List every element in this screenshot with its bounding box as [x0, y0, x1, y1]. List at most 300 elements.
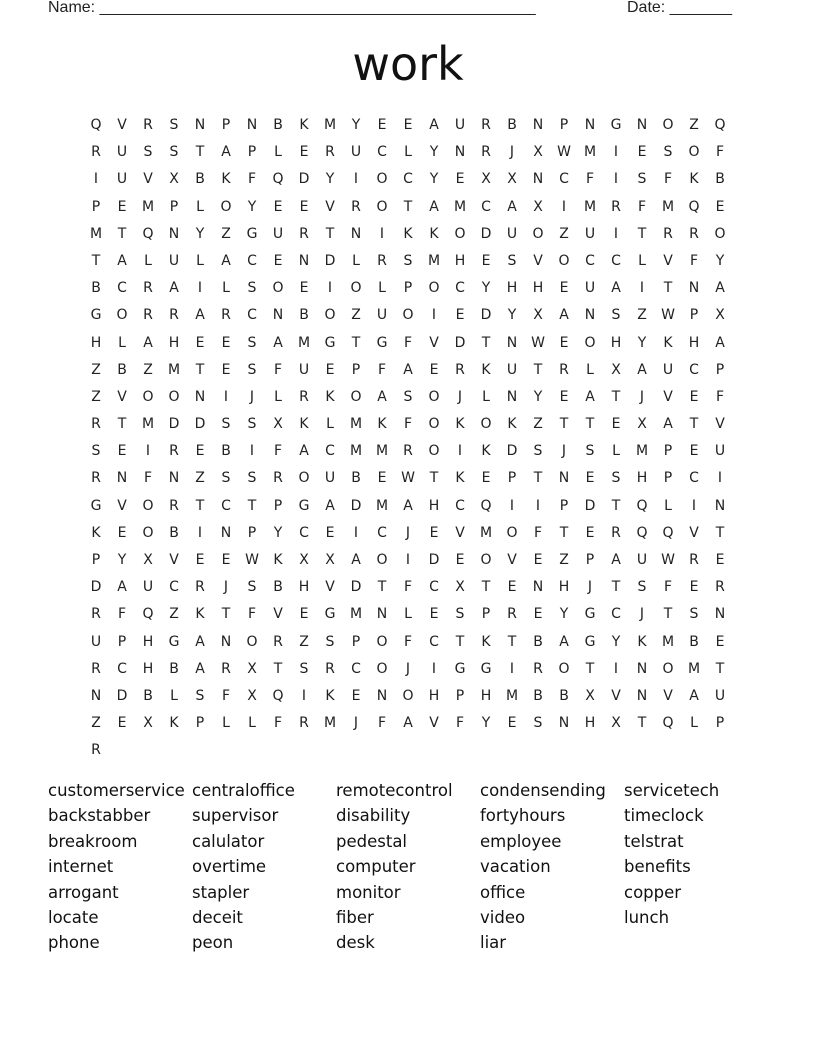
- grid-letter: O: [402, 687, 414, 704]
- grid-letter: A: [611, 552, 621, 568]
- grid-letter: R: [299, 388, 309, 405]
- grid-letter: Y: [533, 388, 543, 405]
- grid-letter: H: [298, 579, 310, 596]
- grid-letter: N: [298, 252, 310, 269]
- grid-letter: N: [584, 117, 596, 133]
- grid-letter: T: [91, 252, 101, 269]
- word-list-item: fortyhours: [480, 806, 566, 826]
- grid-letter: K: [689, 171, 699, 188]
- grid-letter: R: [689, 552, 699, 568]
- grid-letter: R: [169, 443, 179, 460]
- grid-letter: V: [117, 388, 127, 405]
- grid-letter: I: [249, 443, 255, 460]
- grid-letter: R: [273, 470, 283, 487]
- grid-letter: M: [323, 117, 337, 133]
- word-list-item: supervisor: [192, 806, 279, 826]
- grid-letter: I: [613, 660, 619, 677]
- grid-letter: B: [715, 171, 725, 188]
- grid-letter: B: [117, 361, 127, 378]
- grid-letter: O: [480, 416, 492, 433]
- grid-letter: I: [379, 225, 385, 242]
- grid-letter: Z: [91, 388, 101, 405]
- grid-letter: D: [454, 334, 466, 351]
- grid-letter: M: [661, 633, 675, 650]
- grid-letter: I: [535, 497, 541, 514]
- grid-letter: T: [377, 579, 387, 596]
- grid-letter: A: [195, 660, 205, 677]
- grid-letter: T: [507, 633, 517, 650]
- grid-letter: R: [169, 307, 179, 324]
- grid-letter: N: [532, 579, 544, 596]
- grid-letter: S: [403, 388, 413, 405]
- grid-letter: C: [611, 252, 621, 269]
- grid-letter: A: [611, 280, 621, 297]
- grid-letter: S: [325, 633, 335, 650]
- grid-letter: P: [247, 144, 257, 161]
- grid-letter: G: [298, 497, 310, 514]
- grid-letter: T: [715, 660, 725, 677]
- grid-letter: P: [585, 552, 595, 568]
- grid-letter: S: [247, 361, 257, 378]
- grid-letter: R: [325, 144, 335, 161]
- grid-letter: M: [167, 361, 181, 378]
- grid-letter: X: [455, 579, 465, 596]
- grid-letter: F: [117, 606, 127, 623]
- grid-letter: B: [273, 579, 283, 596]
- word-list-item: desk: [336, 933, 375, 953]
- word-list-item: arrogant: [48, 882, 119, 902]
- grid-letter: X: [247, 660, 257, 677]
- grid-letter: H: [584, 715, 596, 732]
- grid-letter: N: [376, 606, 388, 623]
- grid-letter: N: [454, 144, 466, 161]
- grid-letter: D: [506, 443, 518, 460]
- grid-letter: R: [221, 660, 231, 677]
- grid-letter: S: [611, 307, 621, 324]
- grid-letter: L: [274, 144, 282, 161]
- grid-letter: C: [169, 579, 179, 596]
- grid-letter: E: [715, 633, 725, 650]
- grid-letter: O: [428, 388, 440, 405]
- grid-letter: Q: [480, 497, 492, 514]
- grid-letter: W: [661, 552, 675, 568]
- grid-letter: E: [689, 579, 699, 596]
- word-list-item: overtime: [192, 857, 267, 877]
- grid-letter: B: [533, 687, 543, 704]
- grid-letter: T: [637, 715, 647, 732]
- grid-letter: C: [299, 524, 309, 541]
- grid-letter: F: [403, 579, 413, 596]
- grid-letter: O: [376, 552, 388, 568]
- grid-letter: T: [637, 225, 647, 242]
- grid-letter: O: [402, 307, 414, 324]
- word-list-item: backstabber: [48, 806, 151, 826]
- grid-letter: O: [428, 443, 440, 460]
- grid-letter: F: [273, 443, 283, 460]
- grid-letter: S: [611, 470, 621, 487]
- grid-letter: K: [429, 225, 439, 242]
- grid-letter: O: [142, 497, 154, 514]
- grid-letter: C: [455, 280, 465, 297]
- grid-letter: K: [403, 225, 413, 242]
- grid-letter: N: [272, 307, 284, 324]
- grid-letter: I: [145, 443, 151, 460]
- grid-letter: L: [144, 252, 152, 269]
- grid-letter: R: [533, 660, 543, 677]
- word-list-item: pedestal: [336, 831, 408, 851]
- word-list-item: video: [480, 907, 526, 927]
- grid-letter: N: [558, 715, 570, 732]
- grid-letter: I: [353, 524, 359, 541]
- grid-letter: V: [325, 198, 335, 215]
- grid-letter: W: [531, 334, 545, 351]
- letter-grid: [83, 112, 733, 765]
- grid-letter: V: [663, 687, 673, 704]
- grid-letter: I: [431, 307, 437, 324]
- grid-letter: T: [663, 606, 673, 623]
- grid-letter: T: [195, 361, 205, 378]
- grid-letter: L: [638, 252, 646, 269]
- grid-letter: E: [585, 524, 595, 541]
- grid-letter: I: [457, 443, 463, 460]
- grid-letter: E: [117, 715, 127, 732]
- grid-letter: T: [195, 144, 205, 161]
- grid-letter: K: [325, 388, 335, 405]
- grid-letter: A: [715, 334, 725, 351]
- grid-letter: X: [611, 361, 621, 378]
- grid-letter: J: [405, 524, 411, 541]
- grid-letter: J: [457, 388, 463, 405]
- grid-letter: A: [195, 633, 205, 650]
- word-list-item: fiber: [336, 907, 374, 927]
- grid-letter: X: [533, 198, 543, 215]
- grid-letter: Z: [533, 416, 543, 433]
- grid-letter: J: [223, 579, 229, 596]
- grid-letter: F: [247, 606, 257, 623]
- grid-letter: O: [116, 307, 128, 324]
- grid-letter: O: [142, 524, 154, 541]
- grid-letter: K: [91, 524, 101, 541]
- grid-letter: L: [664, 497, 672, 514]
- grid-letter: E: [195, 334, 205, 351]
- grid-letter: T: [221, 606, 231, 623]
- grid-letter: K: [637, 633, 647, 650]
- grid-letter: S: [143, 144, 153, 161]
- grid-letter: F: [273, 715, 283, 732]
- grid-letter: E: [195, 552, 205, 568]
- grid-letter: M: [583, 198, 597, 215]
- grid-letter: O: [428, 416, 440, 433]
- grid-letter: N: [532, 171, 544, 188]
- grid-letter: N: [506, 334, 518, 351]
- grid-letter: L: [482, 388, 490, 405]
- grid-letter: C: [351, 660, 361, 677]
- grid-letter: U: [584, 225, 596, 242]
- grid-letter: R: [143, 307, 153, 324]
- grid-letter: A: [637, 361, 647, 378]
- grid-letter: L: [248, 715, 256, 732]
- grid-letter: S: [247, 579, 257, 596]
- grid-letter: C: [377, 524, 387, 541]
- grid-letter: D: [90, 579, 102, 596]
- grid-letter: N: [116, 470, 128, 487]
- grid-letter: R: [481, 117, 491, 133]
- word-list-item: stapler: [192, 882, 250, 902]
- grid-letter: N: [688, 280, 700, 297]
- grid-letter: K: [663, 334, 673, 351]
- grid-letter: V: [663, 252, 673, 269]
- grid-letter: X: [585, 687, 595, 704]
- grid-letter: E: [455, 552, 465, 568]
- grid-letter: V: [715, 416, 725, 433]
- grid-letter: E: [117, 443, 127, 460]
- grid-letter: U: [376, 307, 388, 324]
- grid-letter: C: [221, 497, 231, 514]
- grid-letter: L: [222, 715, 230, 732]
- grid-letter: S: [221, 416, 231, 433]
- grid-letter: M: [375, 497, 389, 514]
- grid-letter: F: [715, 388, 725, 405]
- grid-letter: N: [636, 687, 648, 704]
- word-list-item: customerservice: [48, 781, 185, 800]
- grid-letter: A: [351, 552, 361, 568]
- grid-letter: E: [377, 470, 387, 487]
- grid-letter: P: [247, 524, 257, 541]
- grid-letter: Y: [429, 171, 439, 188]
- grid-letter: G: [90, 497, 102, 514]
- grid-letter: H: [142, 633, 154, 650]
- grid-letter: R: [143, 280, 153, 297]
- grid-letter: T: [533, 361, 543, 378]
- word-bank: [48, 778, 768, 956]
- word-list-item: employee: [480, 831, 562, 851]
- grid-letter: X: [325, 552, 335, 568]
- grid-letter: R: [689, 225, 699, 242]
- grid-letter: M: [453, 198, 467, 215]
- grid-letter: E: [585, 470, 595, 487]
- grid-letter: S: [247, 416, 257, 433]
- grid-letter: F: [377, 715, 387, 732]
- grid-letter: A: [715, 280, 725, 297]
- grid-letter: A: [169, 280, 179, 297]
- grid-letter: K: [299, 117, 309, 133]
- grid-letter: S: [533, 443, 543, 460]
- grid-letter: A: [221, 144, 231, 161]
- grid-letter: U: [714, 687, 726, 704]
- grid-letter: X: [533, 144, 543, 161]
- grid-letter: T: [195, 497, 205, 514]
- grid-letter: M: [349, 416, 363, 433]
- grid-letter: F: [715, 144, 725, 161]
- grid-letter: N: [220, 633, 232, 650]
- grid-letter: Y: [117, 552, 127, 568]
- grid-letter: R: [195, 579, 205, 596]
- grid-letter: F: [403, 633, 413, 650]
- grid-letter: S: [221, 470, 231, 487]
- grid-letter: B: [351, 470, 361, 487]
- grid-letter: A: [117, 252, 127, 269]
- grid-letter: O: [376, 660, 388, 677]
- grid-letter: M: [89, 225, 103, 242]
- grid-letter: O: [350, 388, 362, 405]
- grid-letter: V: [117, 117, 127, 133]
- grid-letter: V: [143, 171, 153, 188]
- grid-letter: G: [480, 660, 492, 677]
- grid-letter: K: [273, 552, 283, 568]
- grid-letter: E: [221, 361, 231, 378]
- grid-letter: X: [169, 171, 179, 188]
- word-list-item: lunch: [624, 907, 670, 927]
- grid-letter: D: [324, 252, 336, 269]
- grid-letter: I: [509, 497, 515, 514]
- grid-letter: R: [663, 225, 673, 242]
- grid-letter: Q: [272, 171, 284, 188]
- grid-letter: Z: [91, 361, 101, 378]
- grid-letter: L: [404, 606, 412, 623]
- grid-letter: T: [273, 660, 283, 677]
- word-list-item: deceit: [192, 907, 243, 927]
- grid-letter: V: [273, 606, 283, 623]
- grid-letter: A: [195, 307, 205, 324]
- grid-letter: C: [325, 443, 335, 460]
- grid-letter: O: [532, 225, 544, 242]
- grid-letter: I: [353, 171, 359, 188]
- grid-letter: U: [168, 252, 180, 269]
- grid-letter: R: [507, 606, 517, 623]
- grid-letter: P: [91, 198, 101, 215]
- grid-letter: Q: [636, 497, 648, 514]
- grid-letter: E: [481, 252, 491, 269]
- grid-letter: M: [687, 660, 701, 677]
- grid-letter: K: [377, 416, 387, 433]
- grid-letter: A: [143, 334, 153, 351]
- grid-letter: P: [689, 307, 699, 324]
- grid-letter: Q: [662, 524, 674, 541]
- grid-letter: E: [611, 416, 621, 433]
- grid-letter: U: [506, 225, 518, 242]
- grid-letter: S: [637, 579, 647, 596]
- grid-letter: M: [323, 715, 337, 732]
- grid-letter: S: [247, 280, 257, 297]
- grid-letter: N: [168, 225, 180, 242]
- grid-letter: E: [221, 552, 231, 568]
- word-list-item: phone: [48, 933, 100, 953]
- grid-letter: I: [197, 280, 203, 297]
- grid-letter: U: [714, 443, 726, 460]
- grid-letter: G: [376, 334, 388, 351]
- grid-letter: S: [403, 252, 413, 269]
- grid-letter: M: [661, 198, 675, 215]
- grid-letter: U: [662, 361, 674, 378]
- grid-letter: E: [559, 280, 569, 297]
- grid-letter: Z: [143, 361, 153, 378]
- grid-letter: P: [715, 715, 725, 732]
- grid-letter: N: [714, 606, 726, 623]
- grid-letter: P: [455, 687, 465, 704]
- grid-letter: S: [299, 660, 309, 677]
- grid-letter: R: [91, 470, 101, 487]
- grid-letter: P: [507, 470, 517, 487]
- grid-letter: V: [663, 388, 673, 405]
- grid-letter: J: [249, 388, 255, 405]
- word-list-item: internet: [48, 857, 114, 877]
- grid-letter: E: [715, 198, 725, 215]
- grid-letter: T: [117, 225, 127, 242]
- grid-letter: E: [507, 715, 517, 732]
- grid-letter: N: [532, 117, 544, 133]
- grid-letter: P: [351, 633, 361, 650]
- grid-letter: R: [169, 497, 179, 514]
- grid-letter: P: [273, 497, 283, 514]
- grid-letter: U: [116, 171, 128, 188]
- grid-letter: A: [585, 388, 595, 405]
- grid-letter: C: [585, 252, 595, 269]
- grid-letter: Q: [142, 225, 154, 242]
- grid-letter: E: [221, 334, 231, 351]
- grid-letter: H: [428, 497, 440, 514]
- grid-letter: O: [428, 280, 440, 297]
- grid-letter: B: [533, 633, 543, 650]
- grid-letter: J: [509, 144, 515, 161]
- grid-letter: A: [663, 416, 673, 433]
- grid-letter: E: [299, 280, 309, 297]
- grid-letter: M: [349, 606, 363, 623]
- grid-letter: C: [611, 606, 621, 623]
- grid-letter: P: [403, 280, 413, 297]
- grid-letter: B: [221, 443, 231, 460]
- grid-letter: B: [195, 171, 205, 188]
- grid-letter: R: [299, 225, 309, 242]
- grid-letter: F: [663, 579, 673, 596]
- grid-letter: E: [559, 334, 569, 351]
- grid-letter: T: [351, 334, 361, 351]
- grid-letter: T: [325, 225, 335, 242]
- grid-letter: T: [585, 660, 595, 677]
- grid-letter: E: [455, 171, 465, 188]
- word-list-item: servicetech: [624, 781, 720, 800]
- grid-letter: E: [299, 198, 309, 215]
- grid-letter: O: [662, 660, 674, 677]
- grid-letter: X: [533, 307, 543, 324]
- grid-letter: D: [480, 225, 492, 242]
- grid-letter: K: [195, 606, 205, 623]
- grid-letter: H: [558, 579, 570, 596]
- grid-letter: F: [143, 470, 153, 487]
- grid-letter: D: [298, 171, 310, 188]
- header: [48, 0, 748, 18]
- grid-letter: R: [455, 361, 465, 378]
- grid-letter: V: [507, 552, 517, 568]
- grid-letter: T: [455, 633, 465, 650]
- grid-letter: R: [91, 660, 101, 677]
- grid-letter: F: [221, 687, 231, 704]
- grid-letter: K: [481, 361, 491, 378]
- grid-letter: Z: [221, 225, 231, 242]
- grid-letter: E: [273, 198, 283, 215]
- grid-letter: T: [247, 497, 257, 514]
- grid-letter: L: [404, 144, 412, 161]
- grid-letter: K: [299, 416, 309, 433]
- grid-letter: D: [428, 552, 440, 568]
- grid-letter: L: [612, 443, 620, 460]
- grid-letter: K: [221, 171, 231, 188]
- grid-letter: B: [689, 633, 699, 650]
- grid-letter: Z: [169, 606, 179, 623]
- grid-letter: A: [403, 715, 413, 732]
- grid-letter: K: [325, 687, 335, 704]
- grid-letter: Z: [91, 715, 101, 732]
- grid-letter: I: [561, 198, 567, 215]
